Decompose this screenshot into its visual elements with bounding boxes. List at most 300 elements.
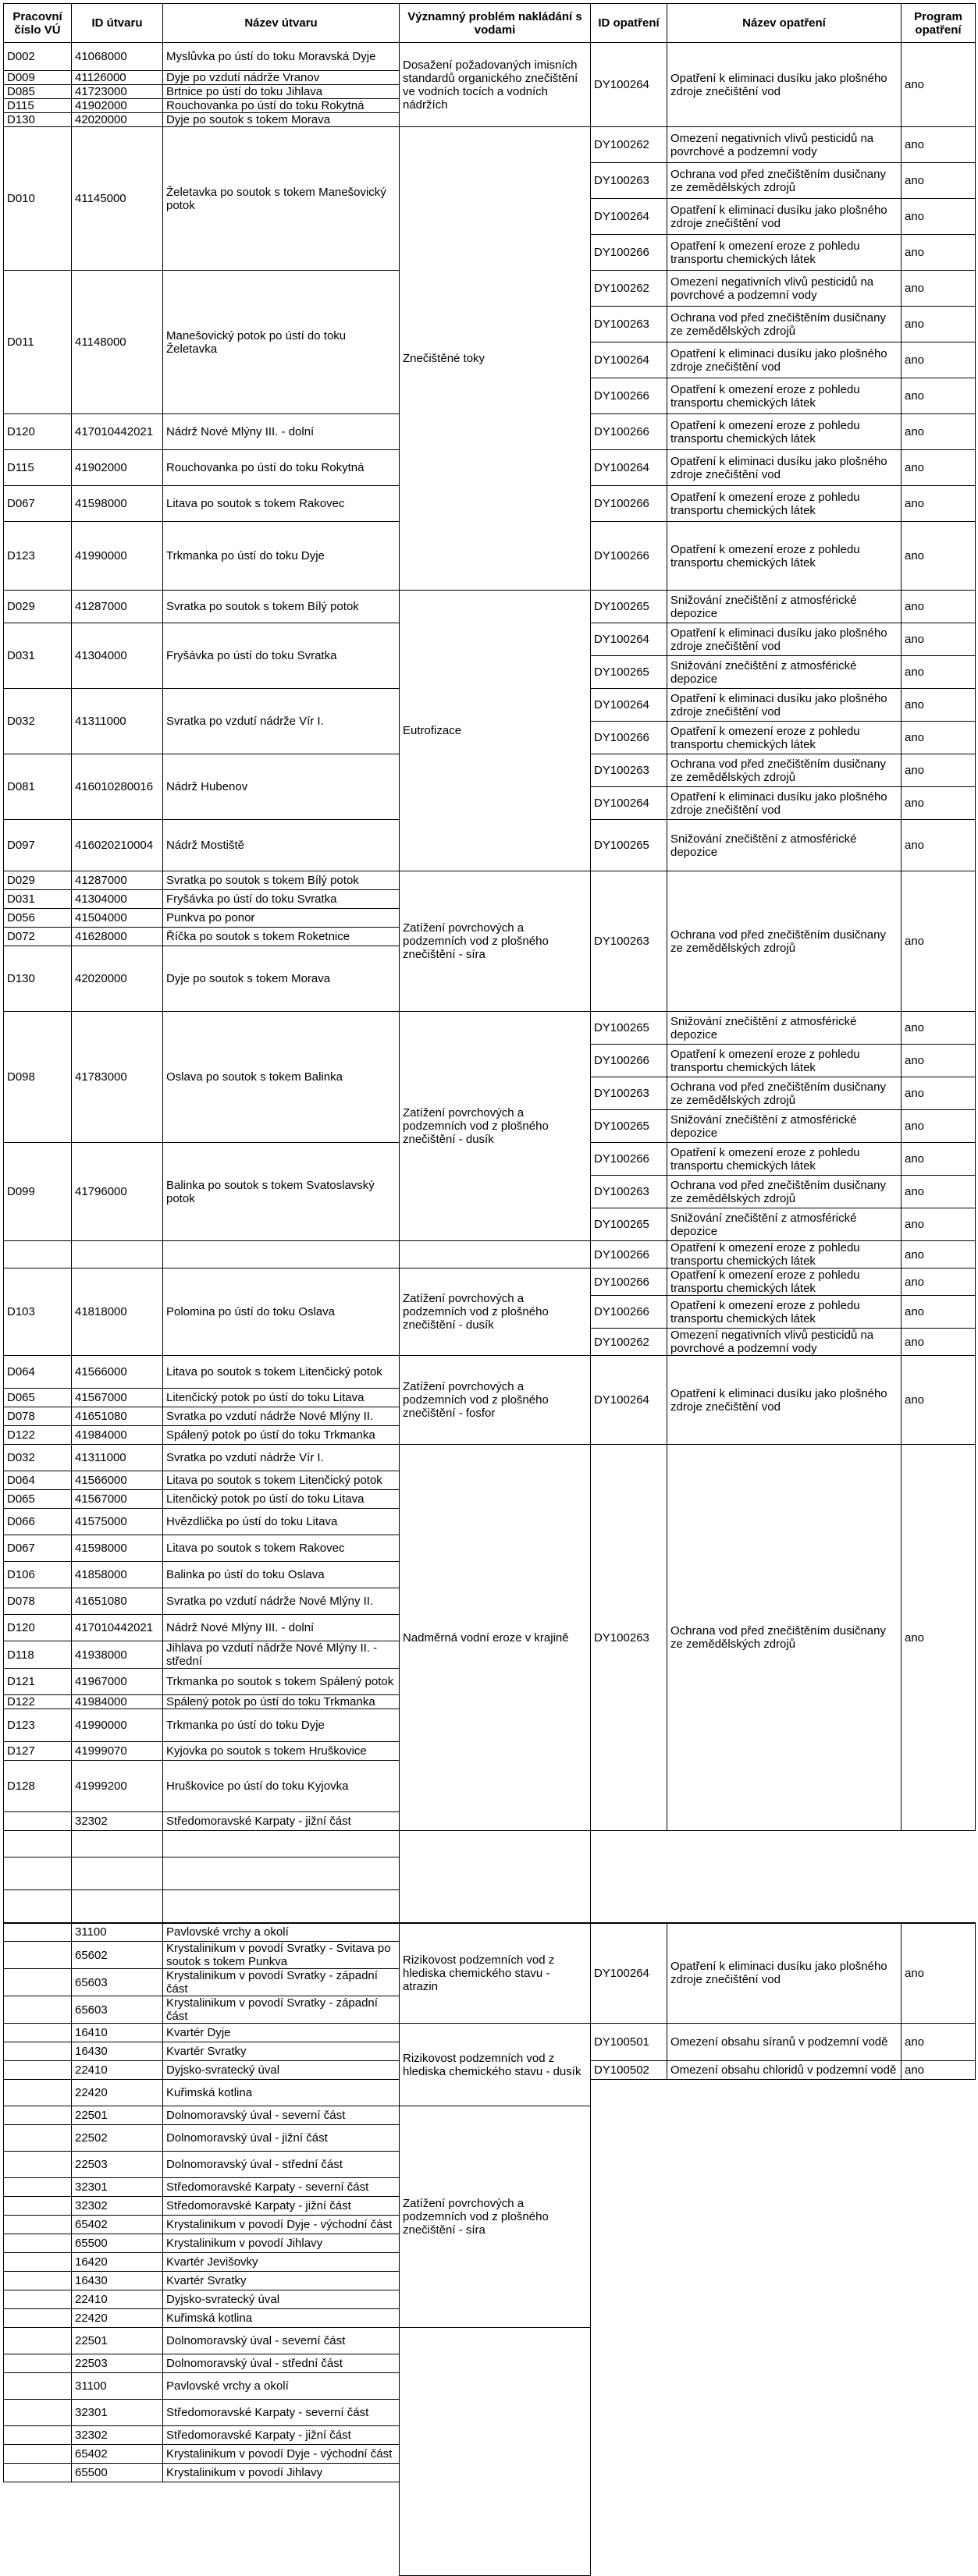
body-id-cell: 22503 bbox=[72, 2354, 163, 2373]
program-cell: ano bbox=[902, 787, 976, 820]
header-program: Program opatření bbox=[902, 4, 976, 43]
measure-id-cell: DY100501 bbox=[591, 2024, 667, 2061]
measure-id-cell: DY100266 bbox=[591, 414, 667, 450]
body-name-cell: Nádrž Nové Mlýny III. - dolní bbox=[163, 414, 400, 450]
work-number-cell bbox=[4, 2197, 72, 2216]
work-number-cell: D115 bbox=[4, 99, 72, 113]
work-number-cell: D011 bbox=[4, 271, 72, 414]
body-name-cell bbox=[163, 1241, 400, 1268]
measure-id-cell: DY100263 bbox=[591, 307, 667, 342]
body-id-cell: 41566000 bbox=[72, 1356, 163, 1389]
header-body-id: ID útvaru bbox=[72, 4, 163, 43]
work-number-cell: D031 bbox=[4, 890, 72, 909]
program-cell: ano bbox=[902, 689, 976, 722]
body-name-cell: Hruškovice po ústí do toku Kyjovka bbox=[163, 1761, 400, 1812]
program-cell: ano bbox=[902, 1045, 976, 1077]
measure-id-cell: DY100264 bbox=[591, 1923, 667, 2024]
measure-id-cell: DY100264 bbox=[591, 199, 667, 235]
body-name-cell: Krystalinikum v povodí Dyje - východní část bbox=[163, 2216, 400, 2234]
measure-name-cell: Opatření k omezení eroze z pohledu transportu chemických látek bbox=[667, 1268, 902, 1296]
measure-name-cell: Opatření k eliminaci dusíku jako plošného zdroje znečištění vod bbox=[667, 342, 902, 378]
body-id-cell bbox=[72, 1890, 163, 1923]
header-body-name: Název útvaru bbox=[163, 4, 400, 43]
body-id-cell: 41723000 bbox=[72, 85, 163, 99]
water-problem-cell bbox=[400, 1831, 591, 1923]
program-cell: ano bbox=[902, 342, 976, 378]
table-row bbox=[4, 127, 976, 163]
body-name-cell: Kvartér Dyje bbox=[163, 2024, 400, 2042]
body-name-cell: Dyje po soutok s tokem Morava bbox=[163, 946, 400, 1012]
body-id-cell: 41287000 bbox=[72, 871, 163, 890]
body-name-cell: Trkmanka po ústí do toku Dyje bbox=[163, 1709, 400, 1742]
body-id-cell: 65402 bbox=[72, 2445, 163, 2464]
body-name-cell: Balinka po soutok s tokem Svatoslavský potok bbox=[163, 1143, 400, 1241]
body-id-cell: 65500 bbox=[72, 2464, 163, 2482]
program-cell: ano bbox=[902, 656, 976, 689]
header-work-number: Pracovní číslo VÚ bbox=[4, 4, 72, 43]
body-id-cell: 41304000 bbox=[72, 890, 163, 909]
body-name-cell: Dolnomoravský úval - střední část bbox=[163, 2152, 400, 2178]
body-name-cell: Krystalinikum v povodí Svratky - západní část bbox=[163, 1969, 400, 1996]
work-number-cell: D002 bbox=[4, 43, 72, 71]
body-name-cell: Svratka po vzdutí nádrže Vír I. bbox=[163, 689, 400, 754]
body-id-cell: 41145000 bbox=[72, 127, 163, 271]
body-id-cell: 22502 bbox=[72, 2125, 163, 2152]
work-number-cell: D123 bbox=[4, 522, 72, 591]
body-id-cell: 41598000 bbox=[72, 486, 163, 522]
table-row bbox=[4, 1356, 976, 1389]
work-number-cell: D103 bbox=[4, 1268, 72, 1356]
water-problem-cell: Rizikovost podzemních vod z hlediska chemického stavu - atrazin bbox=[400, 1923, 591, 2024]
body-id-cell: 41126000 bbox=[72, 71, 163, 85]
body-name-cell: Myslůvka po ústí do toku Moravská Dyje bbox=[163, 43, 400, 71]
measure-id-cell: DY100262 bbox=[591, 271, 667, 307]
work-number-cell: D064 bbox=[4, 1471, 72, 1490]
table-row bbox=[4, 2106, 976, 2125]
body-name-cell: Svratka po soutok s tokem Bílý potok bbox=[163, 591, 400, 623]
measure-name-cell: Snižování znečištění z atmosférické depozice bbox=[667, 1012, 902, 1045]
body-id-cell: 41148000 bbox=[72, 271, 163, 414]
body-name-cell: Dolnomoravský úval - jižní část bbox=[163, 2125, 400, 2152]
program-cell: ano bbox=[902, 1329, 976, 1356]
program-cell: ano bbox=[902, 2061, 976, 2080]
body-name-cell: Středomoravské Karpaty - severní část bbox=[163, 2178, 400, 2197]
water-problem-cell: Zatížení povrchových a podzemních vod z plošného znečištění - fosfor bbox=[400, 1356, 591, 1445]
measure-name-cell: Opatření k omezení eroze z pohledu transportu chemických látek bbox=[667, 1296, 902, 1329]
body-id-cell: 41311000 bbox=[72, 689, 163, 754]
program-cell: ano bbox=[902, 1110, 976, 1143]
body-name-cell: Manešovický potok po ústí do toku Želetavka bbox=[163, 271, 400, 414]
water-problem-cell: Dosažení požadovaných imisních standardů organického znečištění ve vodních tocích a vodních nádržích bbox=[400, 43, 591, 127]
measure-id-cell: DY100266 bbox=[591, 1268, 667, 1296]
body-name-cell: Spálený potok po ústí do toku Trkmanka bbox=[163, 1695, 400, 1709]
body-name-cell: Svratka po vzdutí nádrže Nové Mlýny II. bbox=[163, 1407, 400, 1426]
work-number-cell bbox=[4, 2464, 72, 2482]
body-id-cell: 22501 bbox=[72, 2106, 163, 2125]
work-number-cell: D120 bbox=[4, 414, 72, 450]
work-number-cell: D010 bbox=[4, 127, 72, 271]
body-id-cell: 417010442021 bbox=[72, 414, 163, 450]
program-cell: ano bbox=[902, 414, 976, 450]
work-number-cell bbox=[4, 2400, 72, 2426]
body-id-cell: 65603 bbox=[72, 1969, 163, 1996]
measure-id-cell: DY100266 bbox=[591, 378, 667, 414]
work-number-cell bbox=[4, 2328, 72, 2354]
body-id-cell: 41575000 bbox=[72, 1509, 163, 1535]
body-name-cell: Jihlava po vzdutí nádrže Nové Mlýny II. - střední bbox=[163, 1641, 400, 1669]
body-id-cell: 41628000 bbox=[72, 928, 163, 946]
work-number-cell bbox=[4, 2253, 72, 2272]
measure-id-cell: DY100265 bbox=[591, 1208, 667, 1241]
work-number-cell: D130 bbox=[4, 946, 72, 1012]
program-cell: ano bbox=[902, 199, 976, 235]
measure-id-cell: DY100265 bbox=[591, 1110, 667, 1143]
measure-name-cell: Opatření k omezení eroze z pohledu transportu chemických látek bbox=[667, 1045, 902, 1077]
body-id-cell: 31100 bbox=[72, 2373, 163, 2400]
work-number-cell bbox=[4, 2309, 72, 2328]
body-name-cell: Dyjsko-svratecký úval bbox=[163, 2061, 400, 2080]
measures-table bbox=[3, 3, 976, 2576]
table-row bbox=[4, 1241, 976, 1268]
measure-name-cell: Opatření k eliminaci dusíku jako plošného zdroje znečištění vod bbox=[667, 1923, 902, 2024]
body-name-cell: Fryšávka po ústí do toku Svratka bbox=[163, 623, 400, 689]
work-number-cell bbox=[4, 2290, 72, 2309]
work-number-cell bbox=[4, 2080, 72, 2106]
program-cell: ano bbox=[902, 1296, 976, 1329]
body-name-cell: Svratka po soutok s tokem Bílý potok bbox=[163, 871, 400, 890]
work-number-cell: D072 bbox=[4, 928, 72, 946]
program-cell: ano bbox=[902, 591, 976, 623]
body-id-cell: 41598000 bbox=[72, 1535, 163, 1562]
body-id-cell bbox=[72, 1241, 163, 1268]
body-name-cell: Trkmanka po soutok s tokem Spálený potok bbox=[163, 1669, 400, 1695]
body-name-cell: Spálený potok po ústí do toku Trkmanka bbox=[163, 1426, 400, 1445]
body-id-cell: 417010442021 bbox=[72, 1615, 163, 1641]
body-name-cell: Krystalinikum v povodí Jihlavy bbox=[163, 2464, 400, 2482]
program-cell: ano bbox=[902, 307, 976, 342]
work-number-cell bbox=[4, 2216, 72, 2234]
body-id-cell bbox=[72, 1831, 163, 1857]
work-number-cell bbox=[4, 2125, 72, 2152]
work-number-cell: D067 bbox=[4, 486, 72, 522]
body-name-cell: Fryšávka po ústí do toku Svratka bbox=[163, 890, 400, 909]
work-number-cell: D118 bbox=[4, 1641, 72, 1669]
measure-name-cell: Snižování znečištění z atmosférické depozice bbox=[667, 1110, 902, 1143]
measure-id-cell: DY100266 bbox=[591, 235, 667, 271]
work-number-cell bbox=[4, 1831, 72, 1857]
program-cell: ano bbox=[902, 1445, 976, 1831]
body-id-cell: 41984000 bbox=[72, 1695, 163, 1709]
work-number-cell bbox=[4, 2234, 72, 2253]
measure-id-cell: DY100266 bbox=[591, 1143, 667, 1176]
work-number-cell bbox=[4, 1969, 72, 1996]
body-name-cell: Kvartér Jevišovky bbox=[163, 2253, 400, 2272]
body-name-cell: Nádrž Nové Mlýny III. - dolní bbox=[163, 1615, 400, 1641]
work-number-cell: D065 bbox=[4, 1389, 72, 1407]
body-name-cell: Krystalinikum v povodí Jihlavy bbox=[163, 2234, 400, 2253]
work-number-cell bbox=[4, 1942, 72, 1969]
work-number-cell: D064 bbox=[4, 1356, 72, 1389]
measure-name-cell: Opatření k eliminaci dusíku jako plošného zdroje znečištění vod bbox=[667, 199, 902, 235]
water-problem-cell: Eutrofizace bbox=[400, 591, 591, 871]
measure-id-cell: DY100266 bbox=[591, 1045, 667, 1077]
measure-id-cell: DY100502 bbox=[591, 2061, 667, 2080]
body-name-cell: Dolnomoravský úval - severní část bbox=[163, 2328, 400, 2354]
work-number-cell bbox=[4, 2272, 72, 2290]
work-number-cell: D066 bbox=[4, 1509, 72, 1535]
body-name-cell: Litenčický potok po ústí do toku Litava bbox=[163, 1389, 400, 1407]
water-problem-cell bbox=[400, 1241, 591, 1268]
measure-id-cell: DY100264 bbox=[591, 1356, 667, 1445]
work-number-cell: D009 bbox=[4, 71, 72, 85]
body-name-cell bbox=[163, 1831, 400, 1857]
water-problem-cell: Zatížení povrchových a podzemních vod z plošného znečištění - dusík bbox=[400, 1268, 591, 1356]
program-cell: ano bbox=[902, 1176, 976, 1208]
program-cell: ano bbox=[902, 1268, 976, 1296]
body-id-cell: 416020210004 bbox=[72, 820, 163, 871]
body-name-cell: Říčka po soutok s tokem Roketnice bbox=[163, 928, 400, 946]
program-cell: ano bbox=[902, 450, 976, 486]
measure-id-cell: DY100263 bbox=[591, 871, 667, 1012]
body-id-cell: 416010280016 bbox=[72, 754, 163, 820]
body-id-cell: 22420 bbox=[72, 2309, 163, 2328]
program-cell: ano bbox=[902, 235, 976, 271]
body-id-cell: 41902000 bbox=[72, 99, 163, 113]
body-id-cell: 41311000 bbox=[72, 1445, 163, 1471]
body-name-cell: Dolnomoravský úval - střední část bbox=[163, 2354, 400, 2373]
body-id-cell: 41902000 bbox=[72, 450, 163, 486]
measure-id-cell: DY100264 bbox=[591, 623, 667, 656]
body-name-cell: Rouchovanka po ústí do toku Rokytná bbox=[163, 99, 400, 113]
water-problem-cell: Zatížení povrchových a podzemních vod z plošného znečištění - dusík bbox=[400, 1012, 591, 1241]
measure-name-cell: Ochrana vod před znečištěním dusičnany ze zemědělských zdrojů bbox=[667, 1077, 902, 1110]
body-id-cell: 32301 bbox=[72, 2178, 163, 2197]
body-id-cell: 32302 bbox=[72, 2197, 163, 2216]
body-name-cell: Dyje po vzdutí nádrže Vranov bbox=[163, 71, 400, 85]
work-number-cell: D065 bbox=[4, 1490, 72, 1509]
body-id-cell: 41567000 bbox=[72, 1389, 163, 1407]
body-id-cell: 65603 bbox=[72, 1996, 163, 2024]
program-cell: ano bbox=[902, 1012, 976, 1045]
program-cell: ano bbox=[902, 1208, 976, 1241]
work-number-cell: D078 bbox=[4, 1407, 72, 1426]
program-cell: ano bbox=[902, 820, 976, 871]
body-id-cell: 22420 bbox=[72, 2080, 163, 2106]
body-name-cell: Brtnice po ústí do toku Jihlava bbox=[163, 85, 400, 99]
body-id-cell: 16420 bbox=[72, 2253, 163, 2272]
measure-id-cell: DY100262 bbox=[591, 127, 667, 163]
body-name-cell: Krystalinikum v povodí Svratky - Svitava po soutok s tokem Punkva bbox=[163, 1942, 400, 1969]
measure-id-cell: DY100265 bbox=[591, 656, 667, 689]
body-name-cell: Rouchovanka po ústí do toku Rokytná bbox=[163, 450, 400, 486]
body-name-cell: Kvartér Svratky bbox=[163, 2042, 400, 2061]
body-name-cell bbox=[163, 1857, 400, 1890]
body-name-cell: Dyjsko-svratecký úval bbox=[163, 2290, 400, 2309]
body-name-cell: Hvězdlička po ústí do toku Litava bbox=[163, 1509, 400, 1535]
body-name-cell: Litava po soutok s tokem Rakovec bbox=[163, 1535, 400, 1562]
body-id-cell: 41938000 bbox=[72, 1641, 163, 1669]
body-id-cell: 16430 bbox=[72, 2042, 163, 2061]
body-name-cell: Středomoravské Karpaty - jižní část bbox=[163, 2426, 400, 2445]
body-name-cell: Středomoravské Karpaty - jižní část bbox=[163, 1812, 400, 1831]
measure-id-cell: DY100263 bbox=[591, 1176, 667, 1208]
water-problem-cell: Rizikovost podzemních vod z hlediska chemického stavu - dusík bbox=[400, 2024, 591, 2106]
body-name-cell: Polomina po ústí do toku Oslava bbox=[163, 1268, 400, 1356]
table-row bbox=[4, 1268, 976, 1296]
program-cell: ano bbox=[902, 127, 976, 163]
program-cell: ano bbox=[902, 1923, 976, 2024]
body-id-cell: 41858000 bbox=[72, 1562, 163, 1588]
measure-name-cell: Snižování znečištění z atmosférické depozice bbox=[667, 820, 902, 871]
work-number-cell bbox=[4, 2106, 72, 2125]
measure-name-cell: Ochrana vod před znečištěním dusičnany ze zemědělských zdrojů bbox=[667, 163, 902, 199]
program-cell: ano bbox=[902, 271, 976, 307]
body-id-cell: 41068000 bbox=[72, 43, 163, 71]
measure-name-cell: Opatření k omezení eroze z pohledu transportu chemických látek bbox=[667, 486, 902, 522]
body-id-cell: 41567000 bbox=[72, 1490, 163, 1509]
body-id-cell: 16410 bbox=[72, 2024, 163, 2042]
body-name-cell: Kuřimská kotlina bbox=[163, 2080, 400, 2106]
work-number-cell: D122 bbox=[4, 1426, 72, 1445]
header-measure-id: ID opatření bbox=[591, 4, 667, 43]
measure-name-cell: Omezení negativních vlivů pesticidů na povrchové a podzemní vody bbox=[667, 1329, 902, 1356]
work-number-cell: D106 bbox=[4, 1562, 72, 1588]
work-number-cell: D032 bbox=[4, 689, 72, 754]
measure-name-cell: Ochrana vod před znečištěním dusičnany ze zemědělských zdrojů bbox=[667, 1445, 902, 1831]
body-id-cell: 41990000 bbox=[72, 1709, 163, 1742]
program-cell: ano bbox=[902, 1143, 976, 1176]
body-name-cell: Nádrž Mostiště bbox=[163, 820, 400, 871]
measure-name-cell: Opatření k omezení eroze z pohledu transportu chemických látek bbox=[667, 378, 902, 414]
body-id-cell bbox=[72, 1857, 163, 1890]
program-cell: ano bbox=[902, 623, 976, 656]
body-id-cell: 41818000 bbox=[72, 1268, 163, 1356]
work-number-cell bbox=[4, 1241, 72, 1268]
work-number-cell bbox=[4, 1812, 72, 1831]
program-cell: ano bbox=[902, 754, 976, 787]
measure-id-cell: DY100263 bbox=[591, 1077, 667, 1110]
work-number-cell bbox=[4, 2042, 72, 2061]
program-cell: ano bbox=[902, 522, 976, 591]
body-name-cell: Trkmanka po ústí do toku Dyje bbox=[163, 522, 400, 591]
body-name-cell: Kuřimská kotlina bbox=[163, 2309, 400, 2328]
body-id-cell: 41504000 bbox=[72, 909, 163, 928]
body-id-cell: 22410 bbox=[72, 2061, 163, 2080]
work-number-cell bbox=[4, 2373, 72, 2400]
measure-name-cell: Omezení obsahu chloridů v podzemní vodě bbox=[667, 2061, 902, 2080]
body-name-cell: Krystalinikum v povodí Svratky - západní část bbox=[163, 1996, 400, 2024]
measure-id-cell: DY100265 bbox=[591, 820, 667, 871]
measure-id-cell: DY100266 bbox=[591, 1241, 667, 1268]
measure-id-cell: DY100264 bbox=[591, 450, 667, 486]
body-name-cell: Dyje po soutok s tokem Morava bbox=[163, 113, 400, 127]
measure-id-cell: DY100264 bbox=[591, 689, 667, 722]
measure-name-cell: Opatření k omezení eroze z pohledu transportu chemických látek bbox=[667, 235, 902, 271]
program-cell: ano bbox=[902, 2024, 976, 2061]
water-problem-cell: Nadměrná vodní eroze v krajině bbox=[400, 1445, 591, 1831]
measure-name-cell: Opatření k omezení eroze z pohledu transportu chemických látek bbox=[667, 1143, 902, 1176]
work-number-cell: D122 bbox=[4, 1695, 72, 1709]
work-number-cell: D130 bbox=[4, 113, 72, 127]
body-id-cell: 41984000 bbox=[72, 1426, 163, 1445]
measure-name-cell: Ochrana vod před znečištěním dusičnany ze zemědělských zdrojů bbox=[667, 871, 902, 1012]
table-row bbox=[4, 591, 976, 623]
work-number-cell bbox=[4, 2445, 72, 2464]
work-number-cell bbox=[4, 2061, 72, 2080]
body-name-cell: Želetavka po soutok s tokem Manešovický potok bbox=[163, 127, 400, 271]
body-name-cell: Pavlovské vrchy a okolí bbox=[163, 2373, 400, 2400]
table-row bbox=[4, 871, 976, 890]
measure-id-cell: DY100263 bbox=[591, 1445, 667, 1831]
measure-name-cell: Opatření k eliminaci dusíku jako plošného zdroje znečištění vod bbox=[667, 689, 902, 722]
measure-id-cell: DY100263 bbox=[591, 163, 667, 199]
work-number-cell bbox=[4, 2354, 72, 2373]
program-cell: ano bbox=[902, 722, 976, 754]
measure-name-cell: Snižování znečištění z atmosférické depozice bbox=[667, 1208, 902, 1241]
measure-name-cell: Opatření k omezení eroze z pohledu transportu chemických látek bbox=[667, 414, 902, 450]
body-id-cell: 41967000 bbox=[72, 1669, 163, 1695]
body-id-cell: 41999070 bbox=[72, 1742, 163, 1761]
work-number-cell bbox=[4, 2426, 72, 2445]
body-name-cell: Dolnomoravský úval - severní část bbox=[163, 2106, 400, 2125]
water-problem-cell: Znečištěné toky bbox=[400, 127, 591, 591]
work-number-cell: D056 bbox=[4, 909, 72, 928]
body-id-cell: 65500 bbox=[72, 2234, 163, 2253]
work-number-cell: D123 bbox=[4, 1709, 72, 1742]
body-name-cell: Pavlovské vrchy a okolí bbox=[163, 1923, 400, 1942]
work-number-cell bbox=[4, 1890, 72, 1923]
body-name-cell: Litava po soutok s tokem Litenčický potok bbox=[163, 1356, 400, 1389]
measure-name-cell: Snižování znečištění z atmosférické depozice bbox=[667, 656, 902, 689]
measure-id-cell: DY100264 bbox=[591, 342, 667, 378]
body-id-cell: 41287000 bbox=[72, 591, 163, 623]
measure-name-cell: Ochrana vod před znečištěním dusičnany ze zemědělských zdrojů bbox=[667, 1176, 902, 1208]
table-row bbox=[4, 2328, 976, 2354]
water-problem-cell: Zatížení povrchových a podzemních vod z plošného znečištění - síra bbox=[400, 2106, 591, 2328]
body-id-cell: 31100 bbox=[72, 1923, 163, 1942]
measure-id-cell: DY100264 bbox=[591, 787, 667, 820]
measure-id-cell: DY100266 bbox=[591, 722, 667, 754]
measure-name-cell: Opatření k eliminaci dusíku jako plošného zdroje znečištění vod bbox=[667, 1356, 902, 1445]
measure-name-cell: Opatření k eliminaci dusíku jako plošného zdroje znečištění vod bbox=[667, 43, 902, 127]
work-number-cell: D085 bbox=[4, 85, 72, 99]
work-number-cell: D029 bbox=[4, 871, 72, 890]
work-number-cell: D032 bbox=[4, 1445, 72, 1471]
program-cell: ano bbox=[902, 163, 976, 199]
body-name-cell: Oslava po soutok s tokem Balinka bbox=[163, 1012, 400, 1143]
body-id-cell: 22410 bbox=[72, 2290, 163, 2309]
program-cell: ano bbox=[902, 378, 976, 414]
body-id-cell: 65602 bbox=[72, 1942, 163, 1969]
body-id-cell: 41796000 bbox=[72, 1143, 163, 1241]
work-number-cell bbox=[4, 1857, 72, 1890]
measure-name-cell: Opatření k eliminaci dusíku jako plošného zdroje znečištění vod bbox=[667, 623, 902, 656]
program-cell: ano bbox=[902, 1241, 976, 1268]
body-id-cell: 16430 bbox=[72, 2272, 163, 2290]
body-id-cell: 41304000 bbox=[72, 623, 163, 689]
body-name-cell: Litava po soutok s tokem Litenčický potok bbox=[163, 1471, 400, 1490]
measure-name-cell: Opatření k eliminaci dusíku jako plošného zdroje znečištění vod bbox=[667, 450, 902, 486]
measure-name-cell: Omezení negativních vlivů pesticidů na povrchové a podzemní vody bbox=[667, 271, 902, 307]
body-name-cell: Litenčický potok po ústí do toku Litava bbox=[163, 1490, 400, 1509]
work-number-cell: D029 bbox=[4, 591, 72, 623]
measure-id-cell: DY100265 bbox=[591, 1012, 667, 1045]
body-name-cell: Kvartér Svratky bbox=[163, 2272, 400, 2290]
program-cell: ano bbox=[902, 1077, 976, 1110]
body-name-cell: Středomoravské Karpaty - jižní část bbox=[163, 2197, 400, 2216]
body-id-cell: 32301 bbox=[72, 2400, 163, 2426]
work-number-cell: D127 bbox=[4, 1742, 72, 1761]
